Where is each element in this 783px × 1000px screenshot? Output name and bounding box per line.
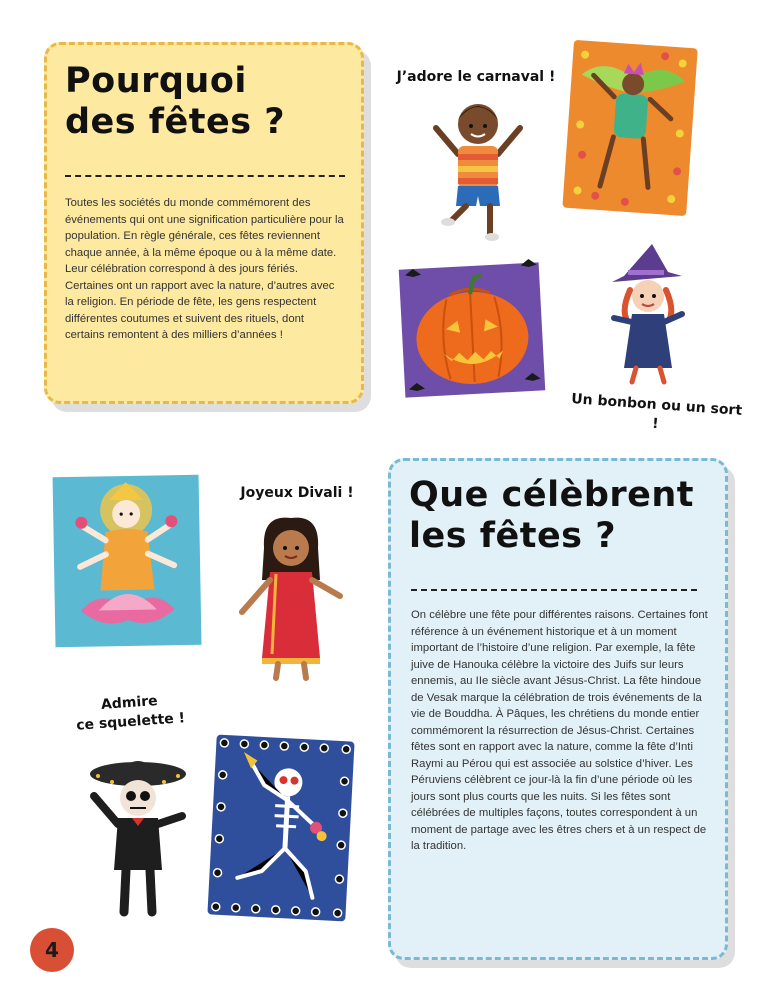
skeleton-card: [204, 730, 358, 926]
girl-in-sari-illustration: [236, 514, 346, 684]
section-body-text: On célèbre une fête pour différentes raisons. Certaines font référence à un événement historique et à un moment important de l’histoire d’une religion. Par exemple, la fête juive de Hanouka célèbre la victoire des Juifs sur leurs ennemis, au IIe siècle avant Jésus-Christ. La fête hindoue de Vesak marque la célébration de trois événements de la vie de Bouddha. À Pâques, les chrétiens du monde entier commémorent la résurrection de Jésus-Christ. Certaines fêtes sont en rapport avec la nature, comme la fête d’Inti Raymi au Pérou qui est associée au solstice d’hiver. Les Péruviens célèbrent ce jour-là la fin d’une période où les jours sont plus courts que les nuits. Si les fêtes sont célébrées de multiples façons, toutes correspondent à un moment de partage avec les êtres chers et à un respect de la tradition.: [411, 609, 708, 852]
caption-divali: Joyeux Divali !: [240, 485, 354, 501]
section-title: Que célèbrent les fêtes ?: [409, 475, 695, 557]
mariachi-boy-illustration: [82, 752, 192, 922]
dancing-boy-illustration: [428, 94, 528, 244]
witch-girl-illustration: [602, 242, 692, 388]
pumpkin-card: [392, 258, 552, 402]
caption-halloween: Un bonbon ou un sort !: [570, 391, 743, 433]
section-title: Pourquoi des fêtes ?: [65, 61, 286, 143]
caption-carnival: J’adore le carnaval !: [396, 69, 556, 85]
dashed-divider: [65, 175, 345, 177]
dashed-divider: [411, 589, 697, 591]
section-why-festivals: [44, 42, 364, 404]
page-number-badge: 4: [30, 928, 74, 972]
caption-skeleton: Admire ce squelette !: [75, 693, 186, 734]
carnival-dancer-card: [560, 38, 700, 220]
goddess-card: [50, 470, 204, 650]
section-what-festivals-celebrate: [388, 458, 728, 960]
section-body-text: Toutes les sociétés du monde commémorent des événements qui ont une signification particulière pour la population. En règle générale, ces fêtes reviennent chaque année, à la même époque ou à la même date. Leur célébration correspond à des jours fériés. Certaines ont un rapport avec la nature, d’autres avec la religion. En période de fête, les gens respectent différentes coutumes et suivent des rituels, dont certains remontent à des milliers d’années !: [65, 197, 344, 341]
